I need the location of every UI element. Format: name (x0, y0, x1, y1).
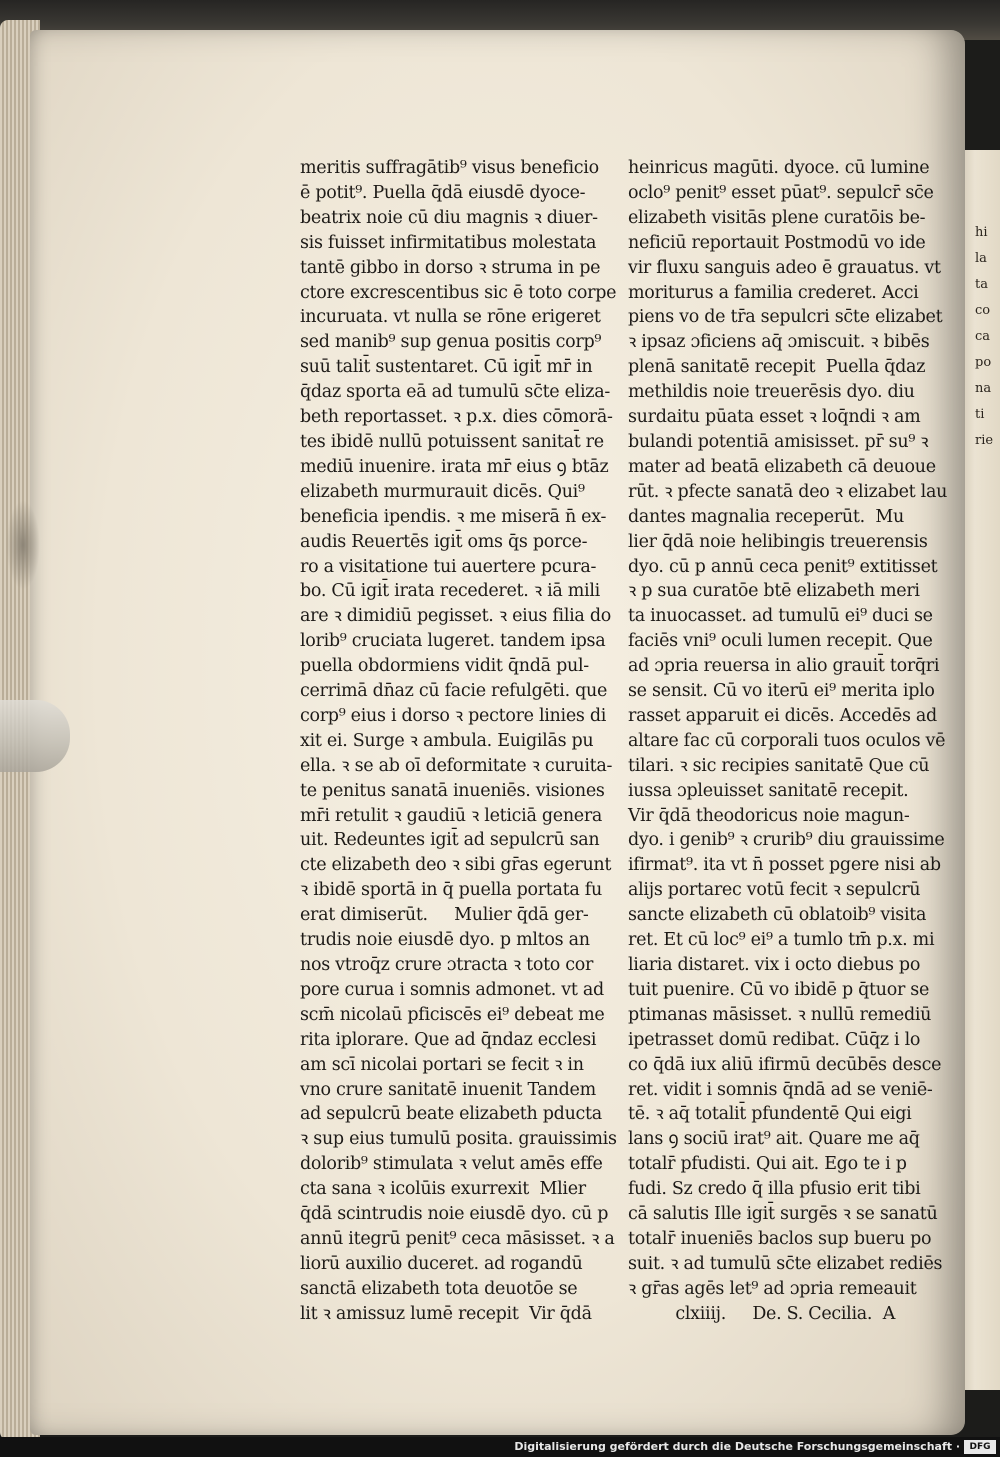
text-line: se sensit. Cū vo iterū ei⁹ merita iplo (628, 681, 935, 702)
book-clip (0, 700, 70, 772)
text-line: audis Reuertēs igit̄ oms q̄s porce- (300, 531, 588, 552)
text-line: mediū inuenire. irata mr̄ eius ꝯ btāz (300, 456, 609, 477)
text-line: tuit puenire. Cū vo ibidē p q̄tuor se (628, 979, 930, 1000)
text-line: beth reportasset. ꝛ p.x. dies cōmorā- (300, 407, 613, 428)
text-line: ad sepulcrū beate elizabeth pducta (300, 1104, 602, 1125)
text-line: cte elizabeth deo ꝛ sibi gr̄as egerunt (300, 855, 612, 876)
text-line: pore curua i somnis admonet. vt ad (300, 979, 604, 1000)
text-line: sancte elizabeth cū oblatoib⁹ visita (628, 905, 927, 926)
text-line: oclo⁹ penit⁹ esset pūat⁹. sepulcr̄ sc̄e (628, 182, 934, 203)
text-line: rasset apparuit ei dicēs. Accedēs ad (628, 705, 937, 726)
text-line: ctore excrescentibus sic ē toto corpe (300, 282, 617, 303)
text-line: uit. Redeuntes igit̄ ad sepulcrū san (300, 830, 600, 851)
text-line: lit ꝛ amissuz lumē recepit Vir q̄dā (300, 1303, 592, 1324)
text-line: ē potit⁹. Puella q̄dā eiusdē dyoce- (300, 182, 586, 203)
text-line: annū itegrū penit⁹ ceca māsisset. ꝛ a (300, 1228, 615, 1249)
margin-fragment: ti (975, 407, 985, 422)
text-line: trudis noie eiusdē dyo. p mltos an (300, 930, 590, 951)
text-line: dyo. i genib⁹ ꝛ crurib⁹ diu grauissime (628, 830, 945, 851)
margin-fragment: po (975, 355, 992, 370)
text-line: co q̄dā iux aliū ifirmū decūbēs desce (628, 1054, 942, 1075)
text-line: ipetrasset domū redibat. Cūq̄z i lo (628, 1029, 921, 1050)
text-line: liaria distaret. vix i octo diebus po (628, 955, 921, 975)
text-line: ret. vidit i somnis q̄ndā ad se veniē- (628, 1079, 933, 1100)
text-line: rūt. ꝛ pfecte sanatā deo ꝛ elizabet lau (628, 481, 948, 502)
text-line: tilari. ꝛ sic recipies sanitatē Que cū (628, 755, 930, 776)
text-line: q̄dā scintrudis noie eiusdē dyo. cū p (300, 1204, 609, 1225)
text-line: beatrix noie cū diu magnis ꝛ diuer- (300, 207, 598, 228)
text-line: cta sana ꝛ icolūis exurrexit Mlier (300, 1179, 586, 1200)
text-line: neficiū reportauit Postmodū vo ide (628, 232, 926, 253)
text-line: bulandi potentiā amisisset. pr̄ su⁹ ꝛ (628, 431, 929, 452)
text-line: ꝛ ibidē sportā in q̄ puella portata fu (300, 880, 602, 901)
text-line: erat dimiserūt. Mulier q̄dā ger- (300, 905, 589, 926)
margin-fragment: na (975, 381, 992, 396)
text-line: piens vo de tr̄a sepulcri sc̄te elizabet (628, 307, 943, 328)
margin-fragment: la (975, 251, 987, 266)
text-line: dantes magnalia receperūt. Mu (628, 506, 904, 527)
text-line: ꝛ sup eius tumulū posita. grauissimis (300, 1129, 617, 1150)
footer-credit: Digitalisierung gefördert durch die Deutsche Forschungsgemeinschaft · (0, 1437, 1000, 1457)
text-line: lier q̄dā noie helibingis treuerensis (628, 531, 928, 552)
text-line: cerrimā dn̄az cū facie refulgēti. que (300, 681, 608, 702)
text-line: puella obdormiens vidit q̄ndā pul- (300, 656, 589, 677)
text-line: totalr̄ pfudisti. Qui ait. Ego te i p (628, 1154, 907, 1175)
text-line: altare fac cū corporali tuos oculos vē (628, 730, 946, 751)
text-line: dyo. cū p annū ceca penit⁹ extitisset (628, 556, 938, 577)
text-line: tes ibidē nullū potuissent sanitat̄ re (300, 431, 604, 452)
text-line: methildis noie treuerēsis dyo. diu (628, 382, 915, 403)
text-line: tantē gibbo in dorso ꝛ struma in pe (300, 257, 601, 278)
text-line: totalr̄ inueniēs baclos sup bueru po (628, 1228, 932, 1249)
text-line: are ꝛ dimidiū pegisset. ꝛ eius filia do (300, 606, 611, 627)
text-line: nos vtroq̄z crure ɔtracta ꝛ toto cor (300, 955, 594, 975)
text-line: lorib⁹ cruciata lugeret. tandem ipsa (300, 631, 606, 652)
text-line: rita iplorare. Que ad q̄ndaz ecclesi (300, 1029, 597, 1050)
margin-fragment: ta (975, 277, 988, 292)
text-line: beneficia ipendis. ꝛ me miserā n̄ ex- (300, 506, 607, 527)
text-line: xit ei. Surge ꝛ ambula. Euigilās pu (300, 730, 594, 751)
text-line: sis fuisset infirmitatibus molestata (300, 232, 597, 253)
text-line: alijs portarec votū fecit ꝛ sepulcrū (628, 880, 921, 901)
text-line: clxiiij. De. S. Cecilia. A (628, 1303, 896, 1324)
text-line: ret. Et cū loc⁹ ei⁹ a tumlo tm̄ p.x. mi (628, 930, 935, 951)
text-line: ꝛ gr̄as agēs let⁹ ad ɔpria remeauit (628, 1278, 917, 1299)
text-line: ella. ꝛ se ab oī deformitate ꝛ curuita- (300, 755, 613, 776)
text-line: dolorib⁹ stimulata ꝛ velut amēs effe (300, 1154, 603, 1175)
margin-fragment: hi (975, 225, 988, 240)
text-line: sed manib⁹ sup genua positis corp⁹ (300, 332, 602, 353)
text-line: elizabeth murmurauit dicēs. Qui⁹ (300, 481, 585, 502)
text-line: lans ꝯ sociū irat⁹ ait. Quare me aq̄ (628, 1129, 920, 1150)
text-line: ta inuocasset. ad tumulū ei⁹ duci se (628, 606, 933, 627)
text-line: moriturus a familia crederet. Acci (628, 282, 919, 303)
text-line: sanctā elizabeth tota deuotōe se (300, 1278, 578, 1299)
dfg-logo: DFG (964, 1440, 996, 1454)
text-line: scm̄ nicolaū pficiscēs ei⁹ debeat me (300, 1004, 605, 1025)
text-column-right (628, 156, 948, 1327)
text-line: cā salutis Ille igit̄ surgēs ꝛ se sanatū (628, 1204, 938, 1225)
text-line: tē. ꝛ aq̄ totalit̄ pfundentē Qui eigi (628, 1104, 912, 1125)
text-line: incuruata. vt nulla se rōne erigeret (300, 307, 601, 328)
text-line: ifirmat⁹. ita vt n̄ posset pgere nisi ab (628, 855, 941, 876)
text-line: corp⁹ eius i dorso ꝛ pectore linies di (300, 705, 607, 726)
ink-bleed-mark (6, 500, 40, 590)
text-line: ro a visitatione tui auertere pcura- (300, 556, 597, 577)
text-line: suū talit̄ sustentaret. Cū igit̄ mr̄ in (300, 357, 593, 378)
text-line: meritis suffragātib⁹ visus beneficio (300, 158, 599, 178)
text-line: am scī nicolai portari se fecit ꝛ in (300, 1054, 584, 1075)
text-line: suit. ꝛ ad tumulū sc̄te elizabet rediēs (628, 1253, 943, 1274)
text-line: te penitus sanatā inueniēs. visiones (300, 780, 605, 801)
text-line: q̄daz sporta eā ad tumulū sc̄te eliza- (300, 382, 610, 403)
text-line: iussa ɔpleuisset sanitatē recepit. (628, 780, 909, 801)
text-line: ꝛ ipsaz ɔficiens aq̄ ɔmiscuit. ꝛ bibēs (628, 332, 930, 353)
text-line: elizabeth visitās plene curatōis be- (628, 207, 926, 228)
text-line: mr̄i retulit ꝛ gaudiū ꝛ leticiā genera (300, 805, 603, 826)
text-line: ptimanas māsisset. ꝛ nullū remediū (628, 1004, 932, 1025)
margin-fragment: rie (975, 433, 994, 448)
text-line: faciēs vni⁹ oculi lumen recepit. Que (628, 631, 933, 652)
text-line: heinricus magūti. dyoce. cū lumine (628, 158, 930, 178)
text-line: Vir q̄dā theodoricus noie magun- (628, 805, 910, 826)
text-line: vir fluxu sanguis adeo ē grauatus. vt (628, 257, 941, 278)
text-line: surdaitu pūata esset ꝛ loq̄ndi ꝛ am (628, 407, 921, 428)
margin-fragment: co (975, 303, 991, 318)
text-line: bo. Cū igit̄ irata recederet. ꝛ iā mili (300, 581, 600, 602)
facing-page-text-fragments (975, 220, 1000, 454)
text-line: mater ad beatā elizabeth cā deuoue (628, 456, 936, 477)
text-line: liorū auxilio duceret. ad rogandū (300, 1253, 583, 1274)
text-line: vno crure sanitatē inuenit Tandem (300, 1079, 596, 1100)
text-line: ad ɔpria reuersa in alio grauit̄ torq̄ri (628, 656, 940, 677)
text-line: plenā sanitatē recepit Puella q̄daz (628, 357, 926, 378)
text-line: fudi. Sz credo q̄ illa pfusio erit tibi (628, 1179, 921, 1200)
margin-fragment: ca (975, 329, 991, 344)
text-line: ꝛ p sua curatōe btē elizabeth meri (628, 581, 920, 602)
text-column-left (300, 156, 617, 1327)
